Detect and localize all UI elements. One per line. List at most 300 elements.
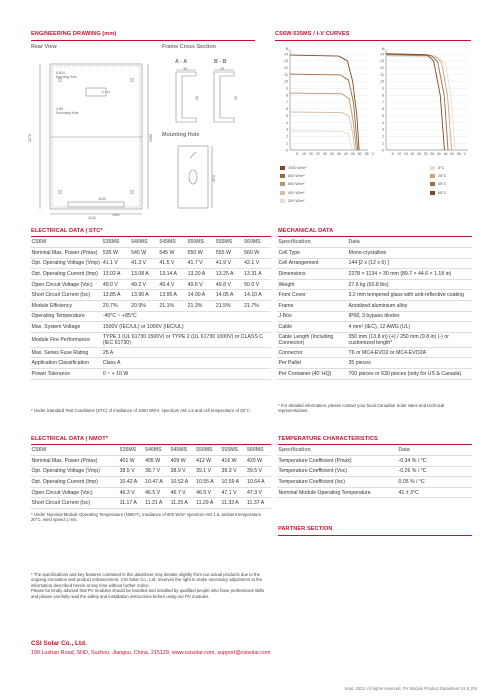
iv-chart-irradiance [276, 44, 372, 162]
y-tick-label: 11 [284, 72, 288, 77]
column-header: 560MS [243, 237, 271, 248]
dim-30-5: 30.5 [212, 175, 216, 182]
row-label: Open Circuit Voltage (Voc) [30, 279, 101, 290]
grounding-hole-count: 4-Ø9 [56, 107, 64, 111]
row-label: Per Pallet [277, 358, 347, 369]
x-axis-unit: V [371, 152, 374, 156]
row-label: Opt. Operating Current (Imp) [30, 477, 118, 488]
x-tick-label: 15 [309, 152, 313, 156]
row-label: Max. System Voltage [30, 322, 101, 333]
legend-label: 5°C [438, 166, 445, 170]
row-label: Temperature Coefficient (Isc) [277, 477, 397, 488]
table-row [30, 248, 271, 259]
dim-30-bb: 30 [234, 96, 238, 100]
column-header: 535MS [118, 445, 143, 456]
table-row [277, 279, 472, 290]
cell-value: 13.95 A [158, 290, 186, 301]
cell-value: 412 W [195, 456, 220, 467]
row-label: Cell Type [277, 248, 347, 259]
cell-value: 555 W [214, 248, 242, 259]
cell-value: 46.3 V [118, 487, 143, 498]
x-tick-label: 10 [302, 152, 306, 156]
table-row [30, 301, 271, 312]
cell-value: 14.05 A [214, 290, 242, 301]
cell-value: 0 ~ + 10 W [101, 369, 271, 380]
row-label: Application Classification [30, 358, 101, 369]
row-label: Dimensions [277, 269, 347, 280]
row-label: Connector [277, 347, 347, 358]
table-row [30, 358, 271, 369]
cell-value: 10.64 A [246, 477, 271, 488]
cell-value: 49.8 V [214, 279, 242, 290]
table-header-row [277, 237, 472, 248]
row-label: Temperature Coefficient (Pmax) [277, 456, 397, 467]
mounting-hole-drawing [170, 142, 230, 212]
cell-value: 13.02 A [101, 269, 129, 280]
table-row [277, 258, 472, 269]
dim-35: 35 [183, 66, 187, 71]
iv-chart-temperature [372, 44, 472, 162]
row-label: Module Fire Performance [30, 332, 101, 347]
mounting-hole-text: Mounting Hole [56, 75, 77, 79]
x-tick-label: 5 [391, 152, 394, 156]
cell-value: Anodized aluminium alloy [347, 301, 472, 312]
y-tick-label: 12 [284, 66, 288, 71]
legend-swatch [430, 191, 435, 195]
series-line [290, 93, 356, 150]
table-row [277, 311, 472, 322]
dim-6x10: 6 x 10 [102, 90, 111, 94]
dim-1390: 1390 [149, 134, 153, 142]
y-tick-label: 4 [382, 120, 384, 125]
legend-swatch [280, 191, 285, 195]
nmot-note: * Under Nominal Module Operating Temperature (NMOT), irradiance of 800 W/m² spectrum AM 1.5, ambient temperature 20°C, wind speed 1 m/s. [31, 512, 262, 523]
series-line [386, 55, 452, 150]
electrical-stc-title: ELECTRICAL DATA | STC* [31, 228, 103, 234]
y-axis-unit: A [382, 47, 385, 51]
table-row [30, 258, 271, 269]
cell-value: 540 W [130, 248, 158, 259]
cell-value: 13.85 A [101, 290, 129, 301]
cell-value: 27.6 kg (60.8 lbs) [347, 279, 472, 290]
row-label: Nominal Max. Power (Pmax) [30, 248, 101, 259]
disclaimer-paragraph: * The specifications and key features contained in this datasheet may deviate slightly from our actual products due to the ongoing innovation and product enhancement. CSI Solar Co., Ltd. reserves the right to make necessary adjustment to the information described herein at any time without further notice. [31, 572, 263, 588]
temperature-title: TEMPERATURE CHARACTERISTICS [278, 436, 378, 442]
y-tick-label: 3 [382, 127, 384, 132]
footer-company: CSI Solar Co., Ltd. [31, 640, 87, 647]
legend-entry [430, 182, 446, 186]
table-row [30, 290, 271, 301]
row-label: Frame [277, 301, 347, 312]
cell-value: T6 or MC4-EVO2 or MC4-EVO2A [347, 347, 472, 358]
column-header: CS6W [30, 237, 101, 248]
table-row [277, 290, 472, 301]
row-label: Opt. Operating Voltage (Vmp) [30, 258, 101, 269]
row-label: Nominal Max. Power (Pmax) [30, 456, 118, 467]
table-row [277, 269, 472, 280]
x-tick-label: 15 [403, 152, 408, 156]
table-row [277, 358, 472, 369]
cell-value: 47.3 V [246, 487, 271, 498]
cell-value: 21.1% [158, 301, 186, 312]
y-axis-unit: A [286, 47, 289, 51]
cell-value: 11.21 A [144, 498, 169, 509]
legend-entry [280, 182, 304, 186]
cell-value: Class A [101, 358, 271, 369]
partner-title: PARTNER SECTION [278, 526, 333, 532]
row-label: Max. Series Fuse Rating [30, 347, 101, 358]
cell-value: 2278 × 1134 × 30 mm (89.7 × 44.6 × 1.18 in) [347, 269, 472, 280]
row-label: Per Container (40' HQ) [277, 369, 347, 380]
x-tick-label: 20 [315, 152, 320, 156]
legend-swatch [430, 166, 435, 170]
temperature-table [277, 445, 472, 498]
row-label: Power Tolerance [30, 369, 101, 380]
table-row [30, 466, 271, 477]
table-row [277, 466, 472, 477]
legend-swatch [430, 182, 435, 186]
y-tick-label: 3 [286, 127, 288, 132]
row-label: Cable [277, 322, 347, 333]
iv-curves-title: CS6W-535MS / I-V CURVES [275, 31, 350, 37]
column-header: 535MS [101, 237, 129, 248]
cell-value: 41.5 V [158, 258, 186, 269]
cell-value: 545 W [158, 248, 186, 259]
cell-value: 11.25 A [169, 498, 194, 509]
legend-label: 400 W/m² [288, 190, 305, 195]
y-tick-label: 13 [380, 59, 384, 64]
cell-value: 46.9 V [195, 487, 220, 498]
cell-value: 39.5 V [246, 466, 271, 477]
y-tick-label: 2 [382, 134, 384, 139]
dim-1100: 1100 [98, 197, 106, 201]
cell-value: 42.1 V [243, 258, 271, 269]
cell-value: 39.1 V [195, 466, 220, 477]
frame-section-aa-drawing [170, 68, 202, 126]
table-header-row [277, 445, 472, 456]
table-row [30, 369, 271, 380]
x-tick-label: 25 [322, 152, 327, 156]
x-tick-label: 10 [397, 152, 402, 156]
cell-value: 46.7 V [169, 487, 194, 498]
x-tick-label: 50 [450, 152, 455, 156]
series-line [290, 131, 352, 150]
x-tick-label: 55 [364, 152, 369, 156]
cell-value: 38.7 V [144, 466, 169, 477]
table-row [30, 456, 271, 467]
cell-value: 38.9 V [169, 466, 194, 477]
cell-value: 420 W [246, 456, 271, 467]
cell-value: 41.9 V [214, 258, 242, 269]
x-tick-label: 35 [430, 152, 435, 156]
y-tick-label: 11 [380, 72, 384, 77]
legend-entry [280, 166, 307, 170]
dim-1400: 1400 [112, 213, 120, 217]
disclaimer [31, 572, 267, 599]
cell-value: 535 W [101, 248, 129, 259]
cell-value: -0.34 % / °C [397, 456, 472, 467]
legend-label: 200 W/m² [288, 198, 305, 203]
table-row [30, 279, 271, 290]
table-header-row [30, 237, 271, 248]
cell-value: 405 W [144, 456, 169, 467]
mounting-hole-label: Mounting Hole [162, 132, 200, 138]
legend-entry [430, 191, 446, 195]
y-tick-label: 1 [382, 141, 384, 146]
x-tick-label: 30 [329, 152, 334, 156]
table-row [30, 311, 271, 322]
x-tick-label: 25 [417, 152, 421, 156]
legend-swatch [280, 166, 285, 170]
cell-value: 14.10 A [243, 290, 271, 301]
cell-value: 35 pieces [347, 358, 472, 369]
table-row [30, 347, 271, 358]
table-row [30, 498, 271, 509]
row-label: Open Circuit Voltage (Voc) [30, 487, 118, 498]
dim-25: 25 [220, 66, 224, 71]
cell-value: 11.17 A [118, 498, 143, 509]
cell-value: -0.26 % / °C [397, 466, 472, 477]
cell-value: 10.55 A [195, 477, 220, 488]
row-label: Cable Length (Including Connector) [277, 332, 347, 347]
cell-value: 1500V (IEC/UL) or 1000V (IEC/UL) [101, 322, 271, 333]
table-row [277, 456, 472, 467]
y-tick-label: 10 [380, 79, 384, 84]
cell-value: 10.47 A [144, 477, 169, 488]
legend-label: 25°C [438, 174, 447, 179]
cell-value: 11.29 A [195, 498, 220, 509]
column-header: 555MS [220, 445, 245, 456]
cell-value: Mono-crystalline [347, 248, 472, 259]
cell-value: 21.5% [214, 301, 242, 312]
row-label: Nominal Module Operating Temperature [277, 487, 397, 498]
x-tick-label: 35 [336, 152, 341, 156]
y-tick-label: 9 [382, 86, 384, 91]
section-aa-label: A - A [175, 59, 188, 65]
column-header: Specification [277, 445, 397, 456]
y-tick-label: 7 [382, 100, 384, 105]
legend-entry [430, 166, 444, 170]
row-label: Opt. Operating Current (Imp) [30, 269, 101, 280]
legend-swatch [280, 199, 285, 203]
legend-label: 600 W/m² [288, 182, 305, 187]
engineering-drawing-title: ENGINEERING DRAWING (mm) [31, 31, 117, 37]
cell-value: 3.2 mm tempered glass with anti-reflective coating [347, 290, 472, 301]
row-label: Temperature Coefficient (Voc) [277, 466, 397, 477]
table-row [277, 477, 472, 488]
row-label: Short Circuit Current (Isc) [30, 290, 101, 301]
table-row [30, 322, 271, 333]
legend-entry [280, 199, 304, 203]
cell-value: 13.90 A [130, 290, 158, 301]
table-row [30, 477, 271, 488]
legend-label: 1000 W/m² [288, 166, 307, 170]
cell-value: 13.31 A [243, 269, 271, 280]
cell-value: 47.1 V [220, 487, 245, 498]
table-row [277, 322, 472, 333]
grounding-hole-text: Grounding Hole [56, 111, 79, 115]
table-row [277, 369, 472, 380]
y-tick-label: 0 [286, 148, 288, 153]
disclaimer-paragraph: Please be kindly advised that PV modules should be handled and installed by qualified people who have professional skills and please carefully read the safety and installation instructions before using our PV modules. [31, 588, 265, 599]
table-row [30, 269, 271, 280]
y-tick-label: 4 [286, 120, 288, 125]
mounting-hole-count: 8-Ø14 [56, 71, 65, 75]
y-tick-label: 1 [286, 141, 288, 146]
table-row [30, 487, 271, 498]
table-row [277, 301, 472, 312]
cell-value: 21.7% [243, 301, 271, 312]
legend-entry [280, 174, 304, 178]
column-header: 550MS [186, 237, 214, 248]
cell-value: 13.14 A [158, 269, 186, 280]
table-row [277, 347, 472, 358]
rear-view-label: Rear View [31, 44, 57, 50]
mech-note: * For detailed information, please contact your local Canadian Solar sales and technical representatives. [278, 403, 445, 414]
cell-value: 49.2 V [130, 279, 158, 290]
legend-label: 65°C [438, 190, 447, 195]
y-tick-label: 6 [286, 107, 288, 112]
row-label: J-Box [277, 311, 347, 322]
cell-value: 10.42 A [118, 477, 143, 488]
column-header: 550MS [195, 445, 220, 456]
cell-value: 13.08 A [130, 269, 158, 280]
table-row [277, 332, 472, 347]
cell-value: 20.9% [130, 301, 158, 312]
legend-swatch [280, 174, 285, 178]
cell-value: 10.52 A [169, 477, 194, 488]
cell-value: 0.05 % / °C [397, 477, 472, 488]
cell-value: 10.59 A [220, 477, 245, 488]
cell-value: 11.37 A [246, 498, 271, 509]
y-tick-label: 2 [286, 134, 288, 139]
cell-value: 39.3 V [220, 466, 245, 477]
cell-value: 560 W [243, 248, 271, 259]
partner-rule [278, 535, 472, 536]
x-tick-label: 50 [357, 152, 362, 156]
cell-value: 409 W [169, 456, 194, 467]
nmot-table [30, 445, 271, 509]
cell-value: 50.0 V [243, 279, 271, 290]
y-tick-label: 14 [284, 52, 288, 57]
mechanical-table [277, 237, 472, 380]
legend-entry [430, 174, 446, 178]
frame-cross-section-label: Frame Cross Section [162, 44, 216, 50]
x-axis-unit: V [463, 152, 467, 156]
row-label: Operating Temperature [30, 311, 101, 322]
column-header: 555MS [214, 237, 242, 248]
x-tick-label: 20 [410, 152, 415, 156]
column-header: 545MS [158, 237, 186, 248]
cell-value: 46.5 V [144, 487, 169, 498]
y-tick-label: 5 [382, 114, 384, 119]
cell-value: 20.7% [101, 301, 129, 312]
section-bb-label: B - B [214, 59, 227, 65]
cell-value: 41.1 V [101, 258, 129, 269]
dim-1134: 1134 [88, 216, 96, 220]
table-row [30, 332, 271, 347]
row-label: Front Cover [277, 290, 347, 301]
cell-value: 13.25 A [214, 269, 242, 280]
y-tick-label: 9 [286, 86, 288, 91]
cell-value: 49.6 V [186, 279, 214, 290]
frame-section-bb-drawing [210, 68, 242, 126]
legend-label: 45°C [438, 182, 447, 187]
cell-value: 41 ± 3°C [397, 487, 472, 498]
iv-rule [275, 40, 471, 41]
engineering-rule [31, 40, 255, 41]
dim-2278: 2278 [28, 134, 32, 142]
footer-copyright: Sept. 2023. All rights reserved, PV Module Product Datasheet V2.8_EN [344, 686, 477, 691]
cell-value: 41.7 V [186, 258, 214, 269]
stc-table [30, 237, 271, 380]
x-tick-label: 5 [296, 152, 298, 156]
row-label: Module Efficiency [30, 301, 101, 312]
cell-value: 41.3 V [130, 258, 158, 269]
y-tick-label: 14 [380, 52, 384, 57]
column-header: Data [397, 445, 472, 456]
stc-note: * Under Standard Test Conditions (STC) of irradiance of 1000 W/m², spectrum AM 1.5 and cell temperature of 25°C. [31, 408, 251, 413]
electrical-nmot-title: ELECTRICAL DATA | NMOT* [31, 436, 108, 442]
row-label: Cell Arrangement [277, 258, 347, 269]
y-tick-label: 12 [380, 66, 384, 71]
y-tick-label: 6 [382, 107, 384, 112]
x-tick-label: 30 [423, 152, 428, 156]
dim-30-aa: 30 [195, 96, 199, 100]
cell-value: 401 W [118, 456, 143, 467]
x-tick-label: 55 [456, 152, 461, 156]
cell-value: 14.00 A [186, 290, 214, 301]
cell-value: 4 mm² (IEC), 12 AWG (UL) [347, 322, 472, 333]
cell-value: 350 mm (13.8 in) (+) / 250 mm (9.8 in) (-) or customized length* [347, 332, 472, 347]
y-tick-label: 7 [286, 100, 288, 105]
cell-value: -40°C ~ +85°C [101, 311, 271, 322]
table-row [277, 487, 472, 498]
cell-value: 49.4 V [158, 279, 186, 290]
cell-value: TYPE 1 (UL 61730 1500V) or TYPE 2 (UL 61730 1000V) or CLASS C (IEC 61730) [101, 332, 271, 347]
y-tick-label: 8 [286, 93, 288, 98]
y-tick-label: 13 [284, 59, 288, 64]
column-header: 560MS [246, 445, 271, 456]
legend-label: 800 W/m² [288, 174, 305, 179]
y-tick-label: 5 [286, 114, 288, 119]
mechanical-title: MECHANICAL DATA [278, 228, 334, 234]
rear-view-drawing [28, 52, 158, 220]
cell-value: 11.33 A [220, 498, 245, 509]
row-label: Opt. Operating Voltage (Vmp) [30, 466, 118, 477]
x-tick-label: 45 [350, 152, 355, 156]
cell-value: 550 W [186, 248, 214, 259]
cell-value: 700 pieces or 630 pieces (only for US & Canada) [347, 369, 472, 380]
legend-swatch [430, 174, 435, 178]
y-tick-label: 10 [284, 79, 288, 84]
footer-address: 199 Lushan Road, SND, Suzhou, Jiangsu, China, 215129, www.csisolar.com, support@csisolar.com [31, 650, 271, 656]
y-tick-label: 8 [382, 93, 384, 98]
row-label: Weight [277, 279, 347, 290]
cell-value: 416 W [220, 456, 245, 467]
x-tick-label: 45 [443, 152, 448, 156]
cell-value: 13.20 A [186, 269, 214, 280]
cell-value: 49.0 V [101, 279, 129, 290]
cell-value: 38.5 V [118, 466, 143, 477]
column-header: Specification [277, 237, 347, 248]
column-header: Data [347, 237, 472, 248]
table-header-row [30, 445, 271, 456]
legend-swatch [280, 182, 285, 186]
row-label: Short Circuit Current (Isc) [30, 498, 118, 509]
cell-value: 21.3% [186, 301, 214, 312]
column-header: 545MS [169, 445, 194, 456]
